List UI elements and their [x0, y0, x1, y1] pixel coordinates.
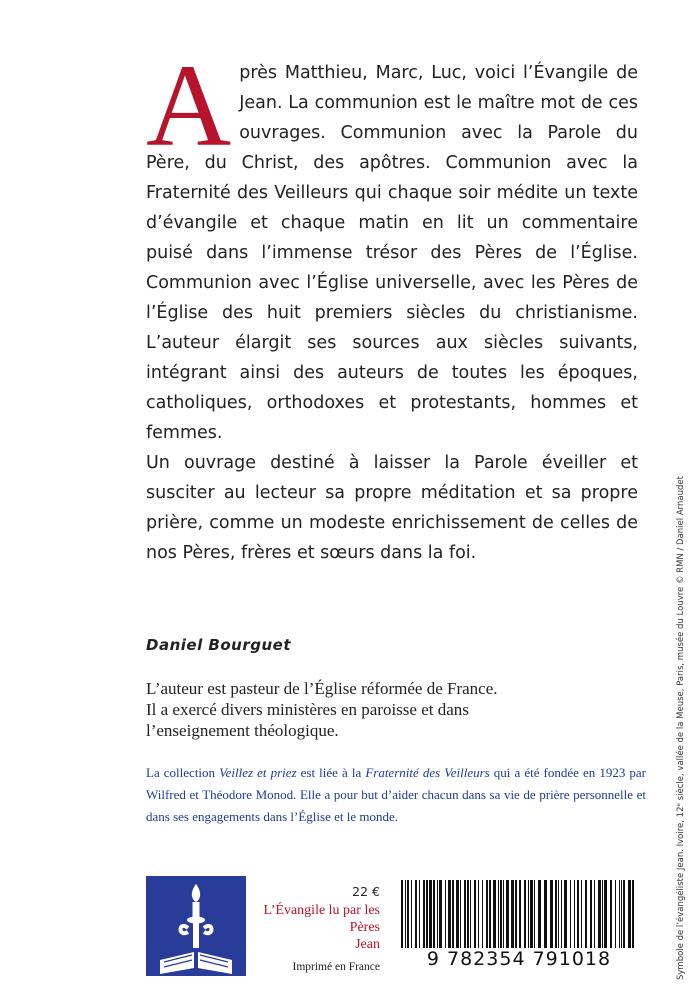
author-bio-line: L’auteur est pasteur de l’Église réformée de France.	[146, 679, 498, 698]
author-bio	[146, 678, 646, 741]
intro-paragraph-1-text: près Matthieu, Marc, Luc, voici l’Évangile de Jean. La communion est le maître mot de ces ouvrages. Communion avec la Parole du Père, du Christ, des apôtres. Communion avec la Fraternité des Veilleurs qui chaque soir médite un texte d’évangile et chaque matin en lit un commentaire puisé dans l’immense trésor des Pères de l’Église. Communion avec l’Église universelle, avec les Pères de l’Église des huit premiers siècles du christianisme. L’auteur élargit ses sources aux siècles suivants, intégrant ainsi des auteurs de toutes les époques, catholiques, orthodoxes et protestants, hommes et femmes.	[146, 63, 638, 443]
candle-book-logo-icon	[146, 876, 246, 976]
intro-paragraph-1	[146, 40, 638, 448]
collection-description	[146, 762, 646, 828]
image-credit: Symbole de l’évangéliste Jean. Ivoire, 12ᵉ siècle, vallée de la Meuse, Paris, musée du Louvre © RMN / Daniel Arnaudet	[676, 476, 686, 980]
printed-in: Imprimé en France	[292, 961, 380, 973]
author-bio-line: l’enseignement théologique.	[146, 721, 339, 740]
fraternity-name: Fraternité des Veilleurs	[365, 765, 490, 780]
collection-name: Veillez et priez	[219, 765, 297, 780]
intro-paragraph-2: Un ouvrage destiné à laisser la Parole éveiller et susciter au lecteur sa propre méditation et sa propre prière, comme un modeste enrichissement de celles de nos Pères, frères et sœurs dans la foi.	[146, 453, 638, 563]
price: 22 €	[352, 884, 380, 899]
volume-title: Jean	[355, 937, 380, 952]
collection-text: est liée à la	[296, 765, 366, 780]
author-name: Daniel Bourguet	[146, 636, 292, 654]
price-block	[246, 884, 380, 973]
series-title: L’Évangile lu par les Pères	[263, 903, 380, 935]
author-bio-line: Il a exercé divers ministères en paroisse et dans	[146, 700, 469, 719]
collection-text: qui a été fondée en 1923 par Wilfred et Théodore Monod. Elle a pour but d’aider chacun dans sa vie de prière personnelle et dans ses engagements dans l’Église et le monde.	[146, 765, 646, 824]
collection-text: La collection	[146, 765, 220, 780]
intro-text	[146, 40, 638, 568]
dropcap: A	[146, 40, 232, 171]
isbn-digits: 9 782354 791018	[397, 948, 641, 970]
